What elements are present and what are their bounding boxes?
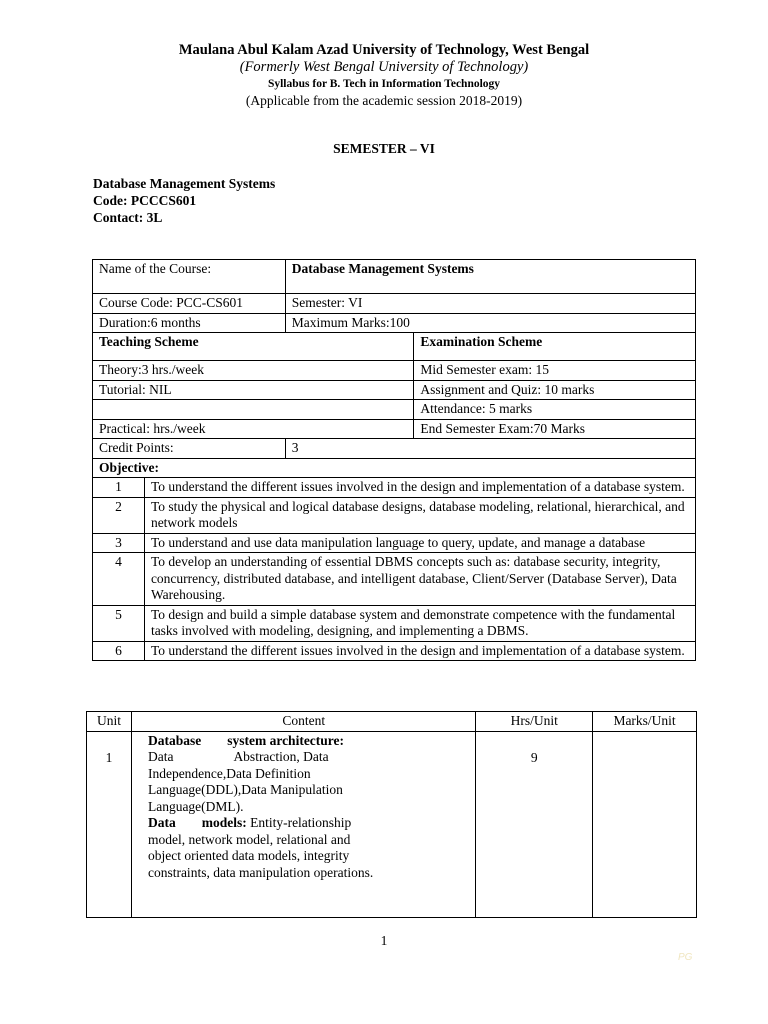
course-name-label: Name of the Course: (93, 260, 286, 294)
applicable-session: (Applicable from the academic session 2018-2019) (245, 93, 523, 108)
semester-cell: Semester: VI (285, 294, 695, 314)
course-heading-block (93, 175, 275, 226)
content-text-2: Entity-relationship model, network model, relational and object oriented data models, integrity constraints, data manipulation operations. (147, 815, 374, 880)
content-heading-1b: system architecture: (227, 732, 345, 748)
objective-row (93, 553, 696, 606)
objective-number: 3 (93, 533, 145, 553)
course-code-cell: Course Code: PCC-CS601 (93, 294, 286, 314)
course-title: Database Management Systems (93, 176, 276, 191)
table-row (93, 361, 696, 381)
objective-text: To understand and use data manipulation language to query, update, and manage a database (144, 533, 695, 553)
objective-row (93, 605, 696, 641)
university-name: Maulana Abul Kalam Azad University of Technology, West Bengal (178, 42, 590, 58)
end-sem-cell: End Semester Exam:70 Marks (414, 419, 696, 439)
course-info-table (92, 259, 696, 661)
syllabus-title: Syllabus for B. Tech in Information Technology (267, 78, 501, 90)
table-row (93, 458, 696, 478)
credit-value: 3 (285, 439, 695, 459)
examination-scheme-heading: Examination Scheme (414, 333, 696, 361)
table-row (93, 439, 696, 459)
unit-number: 1 (87, 731, 132, 917)
mid-sem-cell: Mid Semester exam: 15 (414, 361, 696, 381)
objective-row (93, 641, 696, 661)
table-row (93, 333, 696, 361)
watermark: PG (678, 952, 693, 963)
semester-heading: SEMESTER – VI (333, 141, 435, 156)
page-number: 1 (380, 933, 388, 948)
content-heading-1a: Database (147, 732, 202, 748)
tutorial-cell: Tutorial: NIL (93, 380, 414, 400)
duration-cell: Duration:6 months (93, 313, 286, 333)
objective-text: To develop an understanding of essential DBMS concepts such as: database security, integrity, concurrency, distributed database, and intelligent database, Client/Server (Database Server), Data Warehousing. (144, 553, 695, 606)
course-contact: Contact: 3L (93, 210, 163, 225)
table-header-row (87, 712, 697, 732)
theory-cell: Theory:3 hrs./week (93, 361, 414, 381)
unit-header: Unit (87, 712, 132, 732)
course-code: Code: PCCCS601 (93, 193, 197, 208)
content-text-1b: Abstraction, Data Independence,Data Definition Language(DDL),Data Manipulation Language(DML). (147, 749, 343, 814)
objective-heading: Objective: (93, 458, 696, 478)
objective-text: To understand the different issues involved in the design and implementation of a database system. (144, 478, 695, 498)
credit-label: Credit Points: (93, 439, 286, 459)
objective-number: 4 (93, 553, 145, 606)
content-heading-2b: models: (201, 815, 247, 830)
former-name: (Formerly West Bengal University of Technology) (239, 59, 529, 75)
objective-text: To study the physical and logical database designs, database modeling, relational, hierarchical, and network models (144, 497, 695, 533)
assignment-cell: Assignment and Quiz: 10 marks (414, 380, 696, 400)
table-row (93, 260, 696, 294)
course-name-value: Database Management Systems (285, 260, 695, 294)
objective-row (93, 497, 696, 533)
objective-number: 6 (93, 641, 145, 661)
teaching-scheme-heading: Teaching Scheme (93, 333, 414, 361)
table-row (93, 313, 696, 333)
objective-text: To understand the different issues involved in the design and implementation of a database system. (144, 641, 695, 661)
objective-number: 2 (93, 497, 145, 533)
table-row (93, 400, 696, 420)
unit-marks (593, 731, 697, 917)
table-row (93, 294, 696, 314)
objective-text: To design and build a simple database system and demonstrate competence with the fundamental tasks involved with modeling, designing, and implementing a DBMS. (144, 605, 695, 641)
marks-header: Marks/Unit (593, 712, 697, 732)
content-header: Content (131, 712, 476, 732)
table-row (93, 419, 696, 439)
content-heading-2a: Data (147, 815, 176, 830)
unit-content-text (148, 733, 380, 882)
table-row (87, 731, 697, 917)
objective-row (93, 533, 696, 553)
table-row (93, 380, 696, 400)
content-text-1a: Data (147, 749, 174, 764)
empty-cell (93, 400, 414, 420)
unit-content (131, 731, 476, 917)
attendance-cell: Attendance: 5 marks (414, 400, 696, 420)
unit-hours: 9 (476, 731, 593, 917)
objective-number: 5 (93, 605, 145, 641)
objective-row (93, 478, 696, 498)
objective-number: 1 (93, 478, 145, 498)
content-table (86, 711, 697, 918)
hrs-header: Hrs/Unit (476, 712, 593, 732)
practical-cell: Practical: hrs./week (93, 419, 414, 439)
max-marks-cell: Maximum Marks:100 (285, 313, 695, 333)
